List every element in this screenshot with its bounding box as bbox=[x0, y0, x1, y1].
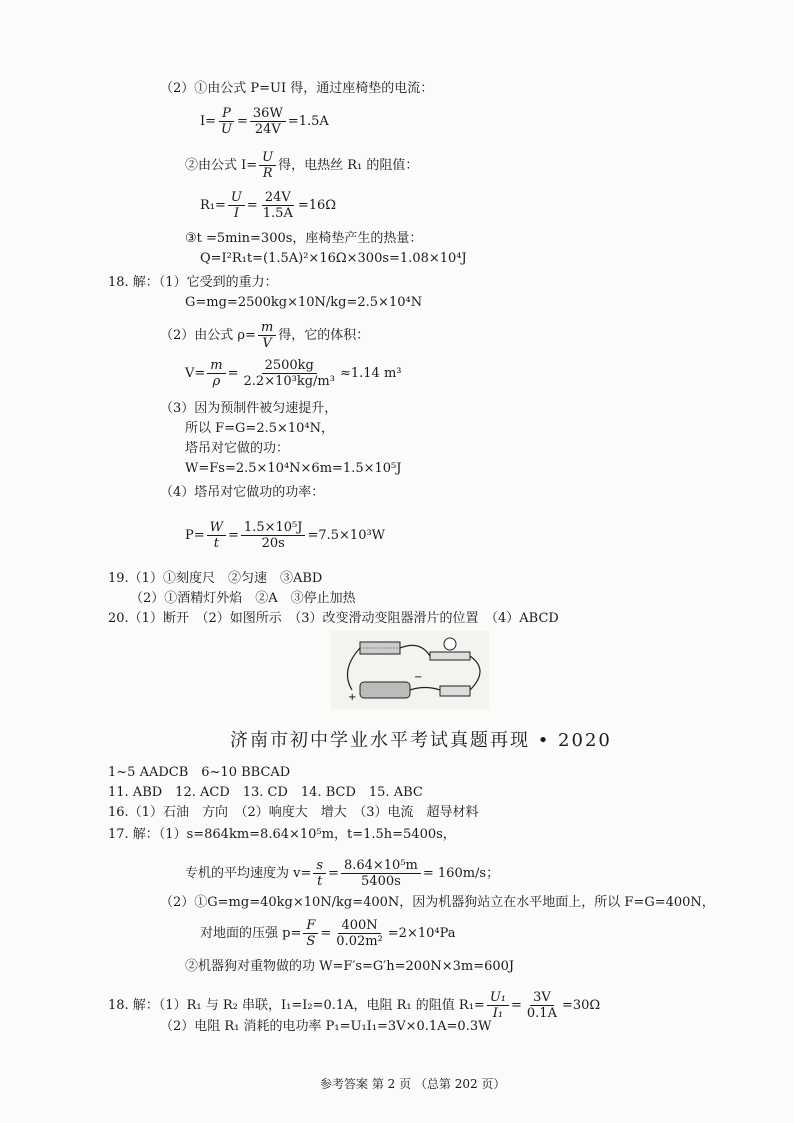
line-d8: ②机器狗对重物做的功 W=F′s=G′h=200N×3m=600J bbox=[185, 959, 515, 974]
line-d4: 17. 解：（1）s=864km=8.64×10⁵m，t=1.5h=5400s， bbox=[108, 827, 456, 842]
line-a6: Q=I²R₁t=(1.5A)²×16Ω×300s=1.08×10⁴J bbox=[200, 251, 467, 266]
line-c1: 19.（1）①刻度尺 ②匀速 ③ABD bbox=[108, 571, 323, 586]
line-b9: （4）塔吊对它做功的功率： bbox=[160, 485, 325, 500]
line-b8: W=Fs=2.5×10⁴N×6m=1.5×10⁵J bbox=[185, 461, 402, 476]
line-c2: （2）①酒精灯外焰 ②A ③停止加热 bbox=[130, 591, 356, 606]
section-title: 济南市初中学业水平考试真题再现 • 2020 bbox=[230, 730, 612, 751]
formula-speed: 专机的平均速度为 v= $\frac{s}{t}$ = $\frac{\text{8.64×10⁵m}}{5400s}$ = 160m/s； bbox=[185, 858, 500, 889]
circuit-figure bbox=[330, 630, 490, 710]
line-a1: （2）①由公式 P=UI 得，通过座椅垫的电流： bbox=[160, 81, 434, 96]
formula-r1: 18. 解：（1）R₁ 与 R₂ 串联，I₁=I₂=0.1A，电阻 R₁ 的阻值 R₁= $\frac{\text{U₁}}{\text{I₁}}$ = $\frac{3V}{0.1A}$ =30Ω bbox=[108, 990, 601, 1021]
switch bbox=[440, 686, 470, 696]
formula-power: P= $\frac{W}{t}$ = $\frac{\text{1.5×10⁵J}}{20s}$ =7.5×10³W bbox=[185, 520, 386, 551]
formula-resistance: R₁= $\frac{U}{I}$ = $\frac{24V}{1.5A}$ =16Ω bbox=[200, 190, 337, 221]
line-b6: 所以 F=G=2.5×10⁴N， bbox=[185, 421, 335, 436]
line-e2: （2）电阻 R₁ 消耗的电功率 P₁=U₁I₁=3V×0.1A=0.3W bbox=[160, 1019, 492, 1034]
line-d3: 16.（1）石油 方向 （2）响度大 增大 （3）电流 超导材料 bbox=[108, 805, 479, 820]
line-c3: 20.（1）断开 （2）如图所示 （3）改变滑动变阻器滑片的位置 （4）ABCD bbox=[108, 611, 559, 626]
formula-pressure: 对地面的压强 p= $\frac{F}{S}$ = $\frac{400N}{\text{0.02m²}}$ =2×10⁴Pa bbox=[200, 918, 456, 949]
minus-sign: − bbox=[414, 672, 423, 683]
battery bbox=[360, 682, 410, 698]
line-d2: 11. ABD 12. ACD 13. CD 14. BCD 15. ABC bbox=[108, 785, 423, 800]
line-d6: （2）①G=mg=40kg×10N/kg=400N，因为机器狗站立在水平地面上，所以 F=G=400N， bbox=[160, 895, 715, 910]
line-d1: 1~5 AADCB 6~10 BBCAD bbox=[108, 765, 291, 780]
lamp-holder bbox=[430, 652, 470, 660]
line-b5: （3）因为预制件被匀速提升， bbox=[160, 401, 338, 416]
line-b1: 18. 解：（1）它受到的重力： bbox=[108, 275, 278, 290]
page-footer: 参考答案 第 2 页 （总第 202 页） bbox=[320, 1077, 506, 1091]
formula-current: I= $\frac{P}{U}$ = $\frac{36W}{24V}$ =1.5A bbox=[200, 106, 329, 137]
plus-sign: + bbox=[348, 692, 357, 703]
formula-volume: V= $\frac{m}{\rho}$ = $\frac{2500kg}{\text{2.2×10³kg/m³}}$ ≈1.14 m³ bbox=[185, 358, 402, 389]
lamp-bulb bbox=[444, 638, 456, 650]
line-a3: ②由公式 I= $\frac{U}{R}$ 得，电热丝 R₁ 的阻值： bbox=[185, 150, 419, 181]
line-b2: G=mg=2500kg×10N/kg=2.5×10⁴N bbox=[185, 295, 423, 310]
line-b7: 塔吊对它做的功： bbox=[185, 441, 290, 456]
line-a5: ③t =5min=300s，座椅垫产生的热量： bbox=[185, 231, 423, 246]
line-b3: （2）由公式 ρ= $\frac{m}{V}$ 得，它的体积： bbox=[160, 320, 370, 351]
